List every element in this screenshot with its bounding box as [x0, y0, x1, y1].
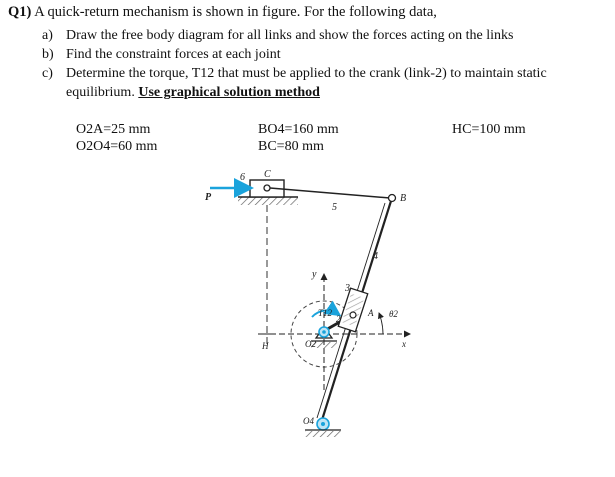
label-x: x: [402, 339, 406, 349]
label-y: y: [312, 269, 317, 280]
task-c-text-2: equilibrium.: [66, 85, 135, 100]
data-o2o4: O2O4=60 mm: [76, 139, 158, 154]
label-2: 2: [336, 314, 341, 324]
pin-o4-center: [321, 422, 325, 426]
label-b: B: [400, 193, 407, 204]
label-4: 4: [373, 251, 378, 262]
task-a-text: Draw the free body diagram for all links and show the forces acting on the links: [66, 28, 514, 43]
o4-ground-hatch: [305, 431, 341, 437]
label-a: A: [368, 308, 374, 318]
pin-b: [389, 195, 396, 202]
top-ground-hatch: [238, 197, 298, 205]
label-o4: O4: [303, 416, 314, 426]
label-5: 5: [332, 202, 337, 213]
task-b-text: Find the constraint forces at each joint: [66, 47, 281, 62]
label-o2: O2: [305, 339, 316, 349]
data-o2a: O2A=25 mm: [76, 122, 151, 137]
label-6: 6: [240, 172, 245, 183]
label-p: P: [205, 192, 212, 203]
task-b-label: b): [42, 47, 54, 62]
pin-a: [350, 312, 356, 318]
label-3: 3: [345, 283, 350, 294]
label-h: H: [262, 341, 269, 351]
theta2-arc: [379, 313, 383, 334]
data-hc: HC=100 mm: [452, 122, 526, 137]
task-c-label: c): [42, 66, 53, 81]
pin-c: [264, 185, 270, 191]
task-c-text: Determine the torque, T12 that must be applied to the crank (link-2) to maintain static: [66, 66, 547, 81]
pin-o2-center: [322, 330, 326, 334]
label-c: C: [264, 169, 271, 180]
data-bc: BC=80 mm: [258, 139, 324, 154]
label-t12: T12: [318, 308, 333, 318]
question-text: A quick-return mechanism is shown in figure. For the following data,: [34, 4, 437, 20]
method-emphasis: Use graphical solution method: [138, 85, 320, 100]
label-theta2: θ2: [389, 309, 398, 319]
task-a-label: a): [42, 28, 53, 43]
question-number: Q1): [8, 4, 32, 20]
data-bo4: BO4=160 mm: [258, 122, 339, 137]
